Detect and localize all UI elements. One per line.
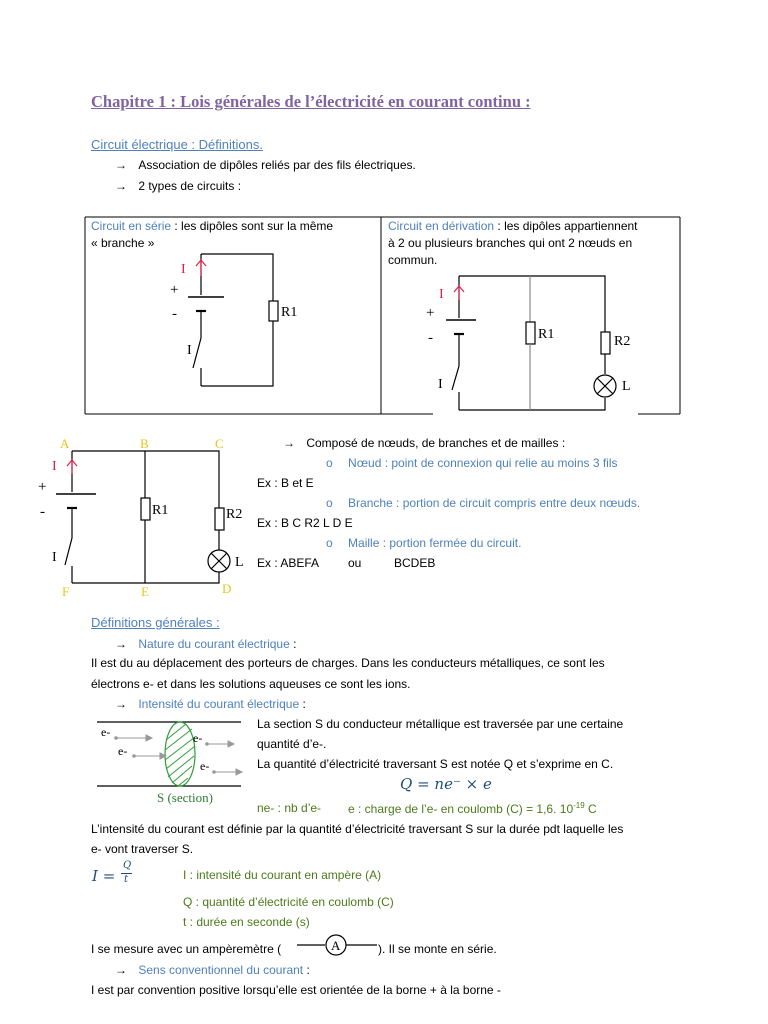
bullet-intensite: → Intensité du courant électrique : [115, 697, 306, 711]
section-paragraph-3: La quantité d’électricité traversant S est notée Q et s’exprime en C. [257, 757, 614, 771]
derivation-description: Circuit en dérivation : les dipôles appartiennent [388, 219, 638, 233]
node-B: B [140, 436, 149, 451]
label-minus: - [428, 330, 433, 346]
label-I-switch: I [187, 343, 192, 358]
formula-q: Q = ne⁻ × e [400, 775, 492, 793]
label-R2: R2 [226, 507, 243, 522]
node-D: D [222, 581, 232, 596]
electron-label: e- [200, 759, 210, 773]
label-R1: R1 [538, 327, 555, 342]
label-minus: - [172, 306, 177, 322]
label-plus: + [170, 282, 179, 298]
bullet-association: → Association de dipôles reliés par des fils électriques. [115, 158, 416, 172]
node-E: E [141, 584, 149, 599]
bullet-noeud: o Nœud : point de connexion qui relie au moins 3 fils [326, 456, 618, 470]
branche-example: Ex : B C R2 L D E [257, 516, 353, 530]
bullet-icon: o [326, 456, 333, 470]
derivation-description-2: à 2 ou plusieurs branches qui ont 2 nœuds en [388, 236, 633, 250]
bullet-nature: → Nature du courant électrique : [115, 637, 297, 651]
components-intro: → Composé de nœuds, de branches et de mailles : [283, 436, 566, 450]
node-F: F [62, 584, 70, 599]
ne-definition: ne- : nb d’e- [257, 801, 322, 815]
label-R2: R2 [614, 334, 631, 349]
svg-text:A: A [331, 938, 341, 953]
label-I-switch: I [52, 550, 57, 565]
electron-label: e- [118, 744, 128, 758]
ammeter-sentence-end: ). Il se monte en série. [378, 942, 497, 956]
e-definition: e : charge de l’e- en coulomb (C) = 1,6. $10^{-19}$ C [348, 801, 597, 816]
electron-label: e- [193, 731, 203, 745]
section-paragraph-2: quantité d’e-. [257, 737, 327, 751]
label-L: L [622, 379, 631, 394]
label-I: I [439, 287, 444, 302]
page-title: Chapitre 1 : Lois générales de l’électricité en courant continu : [91, 92, 531, 111]
def-t: t : durée en seconde (s) [183, 915, 310, 929]
arrow-icon: → [115, 158, 127, 172]
bullet-branche: o Branche : portion de circuit compris entre deux nœuds. [326, 496, 641, 510]
node-C: C [215, 436, 224, 451]
node-A: A [60, 436, 70, 451]
label-R1: R1 [152, 503, 169, 518]
ammeter-icon [295, 932, 380, 958]
nature-paragraph-1: Il est du au déplacement des porteurs de charges. Dans les conducteurs métalliques, ce sont les [91, 656, 605, 670]
sens-paragraph: I est par convention positive lorsqu’elle est orientée de la borne + à la borne - [91, 983, 501, 997]
label-I: I [181, 262, 186, 277]
label-I-switch: I [438, 377, 443, 392]
arrow-icon: → [115, 697, 127, 711]
label-plus: + [38, 479, 47, 495]
label-plus: + [426, 305, 435, 321]
section-heading-circuit: Circuit électrique : Définitions. [91, 137, 263, 152]
label-L: L [235, 555, 244, 570]
arrow-icon: → [115, 637, 127, 651]
arrow-icon: → [283, 436, 295, 450]
bullet-types: → 2 types de circuits : [115, 179, 242, 193]
section-caption: S (section) [157, 790, 213, 805]
bullet-maille: o Maille : portion fermée du circuit. [326, 536, 522, 550]
electron-label: e- [101, 725, 111, 739]
def-i: I : intensité du courant en ampère (A) [183, 868, 382, 882]
section-heading-definitions: Définitions générales : [91, 615, 220, 630]
intensite-paragraph-1: L’intensité du courant est définie par la quantité d’électricité traversant S sur la durée pdt laquelle les [91, 822, 624, 836]
serie-description: Circuit en série : les dipôles sont sur la même [91, 219, 334, 233]
intensite-paragraph-2: e- vont traverser S. [91, 842, 194, 856]
maille-example: Ex : ABEFA ou BCDEB [257, 556, 436, 570]
arrow-icon: → [115, 963, 127, 977]
bullet-icon: o [326, 536, 333, 550]
section-paragraph-1: La section S du conducteur métallique est traversée par une certaine [257, 717, 624, 731]
bullet-sens: → Sens conventionnel du courant : [115, 963, 310, 977]
bullet-icon: o [326, 496, 333, 510]
arrow-icon: → [115, 179, 127, 193]
noeud-example: Ex : B et E [257, 476, 314, 490]
serie-description-2: « branche » [91, 236, 155, 250]
ammeter-sentence: I se mesure avec un ampèremètre ( [91, 942, 282, 956]
label-minus: - [40, 504, 45, 520]
label-I: I [52, 459, 57, 474]
derivation-description-3: commun. [388, 253, 438, 267]
def-q: Q : quantité d’électricité en coulomb (C) [183, 895, 394, 909]
label-R1: R1 [281, 305, 298, 320]
nature-paragraph-2: électrons e- et dans les solutions aqueuses ce sont les ions. [91, 677, 411, 691]
